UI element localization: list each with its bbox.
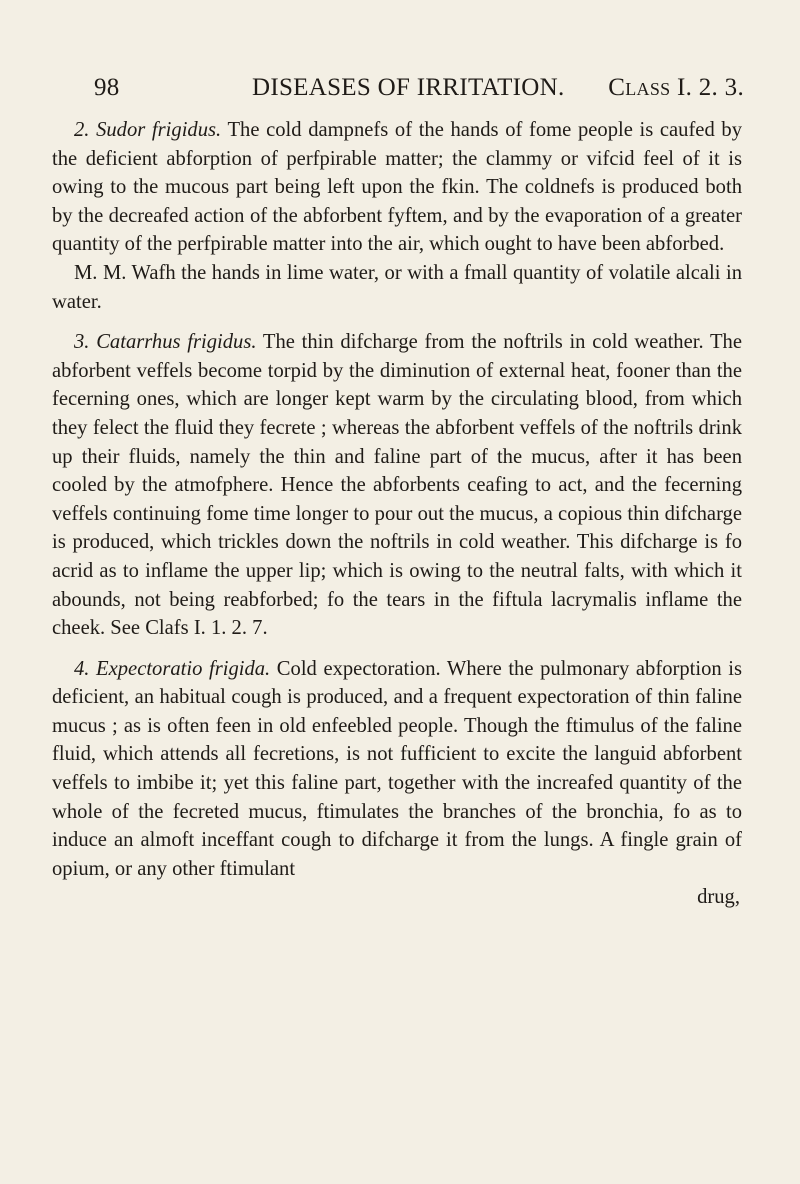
paragraph-text: The thin difcharge from the noftrils in cold weather. The abforbent veffels become torpid by the diminution of external heat, fooner than the fecerning ones, which are longer kept warm by the circulating blood, from which they felect the fluid they fecrete ; whereas the abforbent veffels of the noftrils drink up their fluids, namely the thin and faline part of the mucus, after it has been cooled by the atmofphere. Hence the abforbents ceafing to act, and the fecerning veffels continuing fome time longer to pour out the mucus, a copious thin difcharge is produced, which trickles down the noftrils in cold weather. This difcharge is fo acrid as to inflame the upper lip; which is owing to the neutral falts, with which it abounds, not being reabforbed; fo the tears in the fiftula lacrymalis inflame the cheek. See Clafs I. 1. 2. 7. <box>52 331 742 640</box>
paragraph-method <box>52 259 742 316</box>
body-text <box>52 116 742 912</box>
running-title: DISEASES OF IRRITATION. <box>252 74 565 101</box>
paragraph-text: Cold expectoration. Where the pulmonary abforption is deficient, an habitual cough is produced, and a frequent expectoration of thin faline mucus ; as is often feen in old enfeebled people. Though the ftimulus of the faline fluid, which attends all fecretions, is not fufficient to excite the languid abforbent veffels to imbibe it; yet this faline part, together with the increafed quantity of the whole of the fecreted mucus, ftimulates the branches of the bronchia, fo as to induce an almoft inceffant cough to difcharge it from the lungs. A fingle grain of opium, or any other ftimulant <box>52 657 743 880</box>
page-number: 98 <box>94 74 120 101</box>
paragraph-expectoratio-frigida <box>52 655 742 884</box>
catchword: drug, <box>697 886 740 909</box>
running-header <box>94 74 744 108</box>
paragraph-sudor-frigidus <box>52 116 742 259</box>
paragraph-text: M. M. Wafh the hands in lime water, or with a fmall quantity of volatile alcali in water. <box>52 261 742 313</box>
paragraph-term: 4. Expectoratio frigida. <box>74 657 271 680</box>
class-reference: Class I. 2. 3. <box>608 74 744 101</box>
paragraph-term: 2. Sudor frigidus. <box>74 119 222 141</box>
paragraph-text: The cold dampnefs of the hands of fome people is caufed by the deficient abforption of perfpirable matter; the clammy or vifcid feel of it is owing to the mucous part being left upon the fkin. The coldnefs is produced both by the decreafed action of the abforbent fyftem, and by the evaporation of a greater quantity of the perfpirable matter into the air, which ought to have been abforbed. <box>52 119 742 256</box>
paragraph-catarrhus-frigidus <box>52 328 742 643</box>
paragraph-term: 3. Catarrhus frigidus. <box>74 331 257 354</box>
